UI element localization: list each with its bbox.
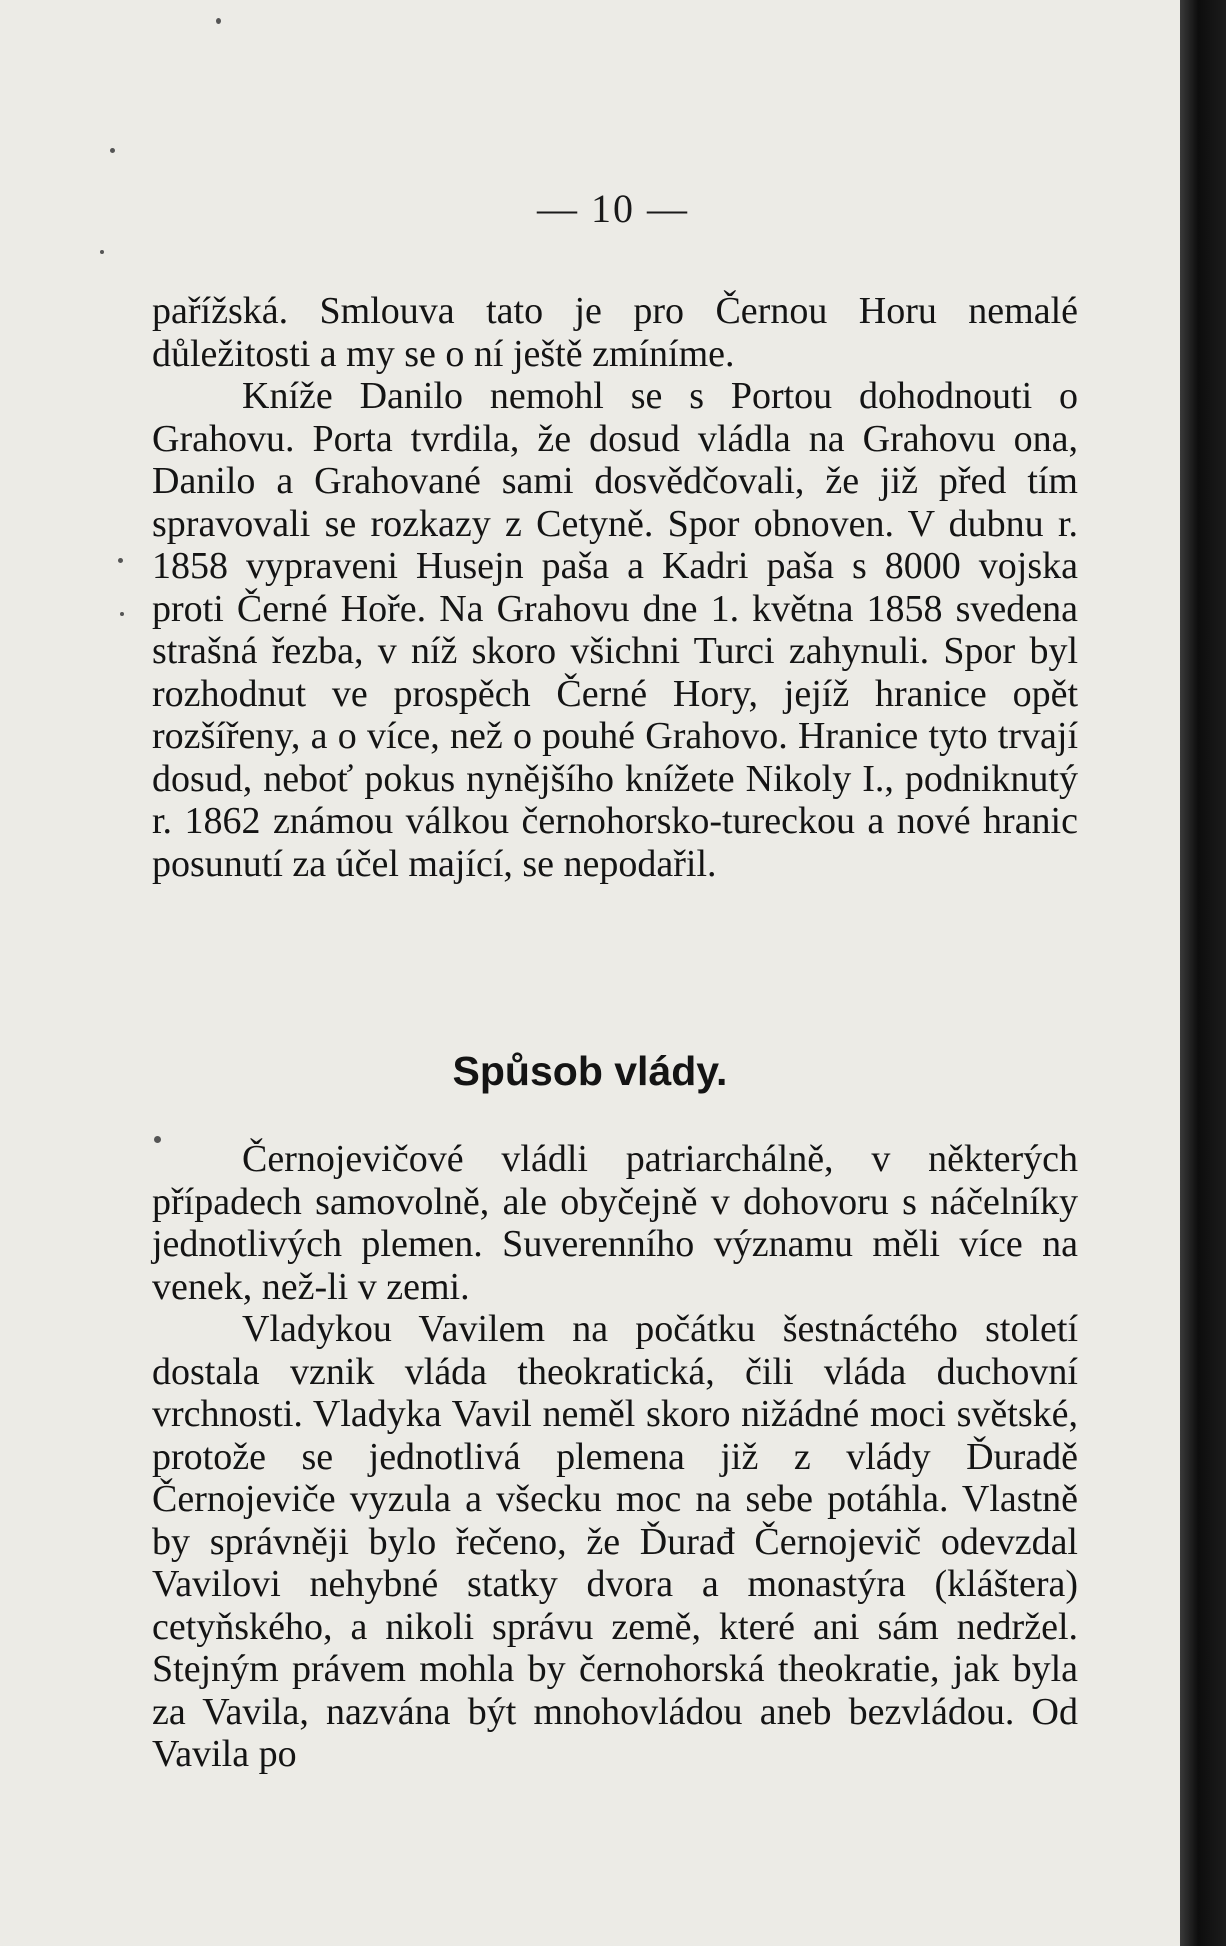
paragraph: Černojevičové vládli patriarchálně, v některých případech samovolně, ale obyčejně v dohovoru s náčelníky jednotlivých plemen. Suverenního významu měli více na venek, než-li v zemi. (152, 1138, 1078, 1308)
section-heading: Spůsob vlády. (452, 1048, 728, 1094)
print-speck (118, 558, 123, 563)
book-spine (1180, 0, 1226, 1946)
paragraph: Vladykou Vavilem na počátku šestnáctého století dostala vznik vláda theokratická, čili vláda duchovní vrchnosti. Vladyka Vavil neměl skoro nižádné moci světské, protože se jednotlivá plemena již z vlády Ďuradě Černojeviče vyzula a všecku moc na sebe potáhla. Vlastně by správněji bylo řečeno, že Ďurađ Černojevič odevzdal Vavilovi nehybné statky dvora a monastýra (kláštera) cetyňského, a nikoli správu země, které ani sám nedržel. Stejným právem mohla by černohorská theokratie, jak byla za Vavila, nazvána být mnohovládou aneb bezvládou. Od Vavila po (152, 1308, 1078, 1775)
page-number: — 10 — (537, 186, 689, 231)
section-two-text (152, 1138, 1078, 1776)
print-speck (216, 18, 221, 24)
paragraph: pařížská. Smlouva tato je pro Černou Horu nemalé důležitosti a my se o ní ještě zmíníme. (152, 290, 1078, 375)
print-speck (100, 250, 104, 254)
print-speck (110, 148, 115, 153)
print-speck (120, 612, 124, 616)
section-one-text (152, 290, 1078, 885)
paragraph: Kníže Danilo nemohl se s Portou dohodnouti o Grahovu. Porta tvrdila, že dosud vládla na Grahovu ona, Danilo a Grahované sami dosvědčovali, že již před tím spravovali se rozkazy z Cetyně. Spor obnoven. V dubnu r. 1858 vypraveni Husejn paša a Kadri paša s 8000 vojska proti Černé Hoře. Na Grahovu dne 1. května 1858 svedena strašná řezba, v níž skoro všichni Turci zahynuli. Spor byl rozhodnut ve prospěch Černé Hory, jejíž hranice opět rozšířeny, a o více, než o pouhé Grahovo. Hranice tyto trvají dosud, neboť pokus nynějšího knížete Nikoly I., podniknutý r. 1862 známou válkou černohorsko-tureckou a nové hranic posunutí za účel mající, se nepodařil. (152, 375, 1078, 885)
